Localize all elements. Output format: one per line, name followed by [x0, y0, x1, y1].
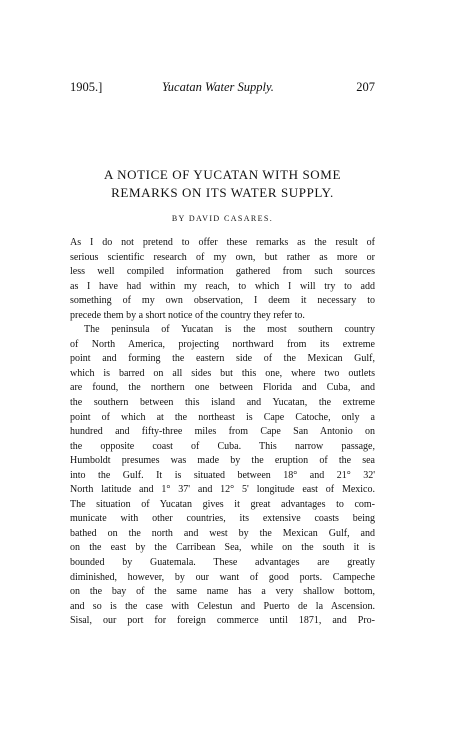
body-line: on the east by the Carribean Sea, while on the south it is [70, 542, 375, 554]
body-line: serious scientific research of my own, but rather as more or [70, 251, 375, 263]
body-line: The peninsula of Yucatan is the most southern country [84, 324, 375, 336]
body-line: bathed on the north and west by the Mexican Gulf, and [70, 527, 375, 539]
title-line: REMARKS ON ITS WATER SUPPLY. [111, 185, 334, 200]
body-line: point of which at the northeast is Cape Catoche, only a [70, 411, 375, 423]
body-line: on the bay of the same name has a very shallow bottom, [70, 586, 375, 598]
body-line: Sisal, our port for foreign commerce until 1871, and Pro- [70, 615, 375, 627]
body-line: North latitude and 1° 37' and 12° 5' longitude east of Mexico. [70, 484, 375, 496]
body-line: Humboldt presumes was made by the eruption of the sea [70, 455, 375, 467]
body-line: point and forming the eastern side of the Mexican Gulf, [70, 353, 375, 365]
body-line: are found, the northern one between Florida and Cuba, and [70, 382, 375, 394]
author-byline: BY DAVID CASARES. [171, 214, 274, 223]
running-header [70, 80, 375, 96]
body-line: which is barred on all sides but this one, where two outlets [70, 367, 375, 379]
body-line: municate with other countries, its extensive coasts being [70, 513, 375, 525]
body-line: precede them by a short notice of the country they refer to. [70, 309, 305, 321]
body-line: something of my own observation, I deem it necessary to [70, 295, 375, 307]
body-line: less well compiled information gathered from such sources [70, 266, 375, 278]
header-year: 1905.] [70, 80, 103, 94]
body-line: the opposite coast of Cuba. This narrow passage, [70, 440, 375, 452]
running-title: Yucatan Water Supply. [162, 80, 274, 94]
body-line: bounded by Guatemala. These advantages are greatly [70, 557, 375, 569]
body-line: As I do not pretend to offer these remarks as the result of [70, 237, 375, 248]
body-line: into the Gulf. It is situated between 18° and 21° 32' [70, 469, 375, 481]
article-body [70, 236, 375, 629]
body-line: the southern between this island and Yucatan, the extreme [70, 397, 375, 409]
article-title [70, 166, 375, 202]
body-line: hundred and fifty-three miles from Cape San Antonio on [70, 426, 375, 438]
page-number: 207 [356, 80, 375, 94]
body-line: of North America, projecting northward from its extreme [70, 338, 375, 350]
body-line: diminished, however, by our want of good ports. Campeche [70, 571, 375, 583]
body-line: The situation of Yucatan gives it great advantages to com- [70, 498, 375, 510]
body-line: as I have had within my reach, to which I will try to add [70, 280, 375, 292]
title-line: A NOTICE OF YUCATAN WITH SOME [104, 167, 341, 182]
body-line: and so is the case with Celestun and Puerto de la Ascension. [70, 600, 375, 612]
